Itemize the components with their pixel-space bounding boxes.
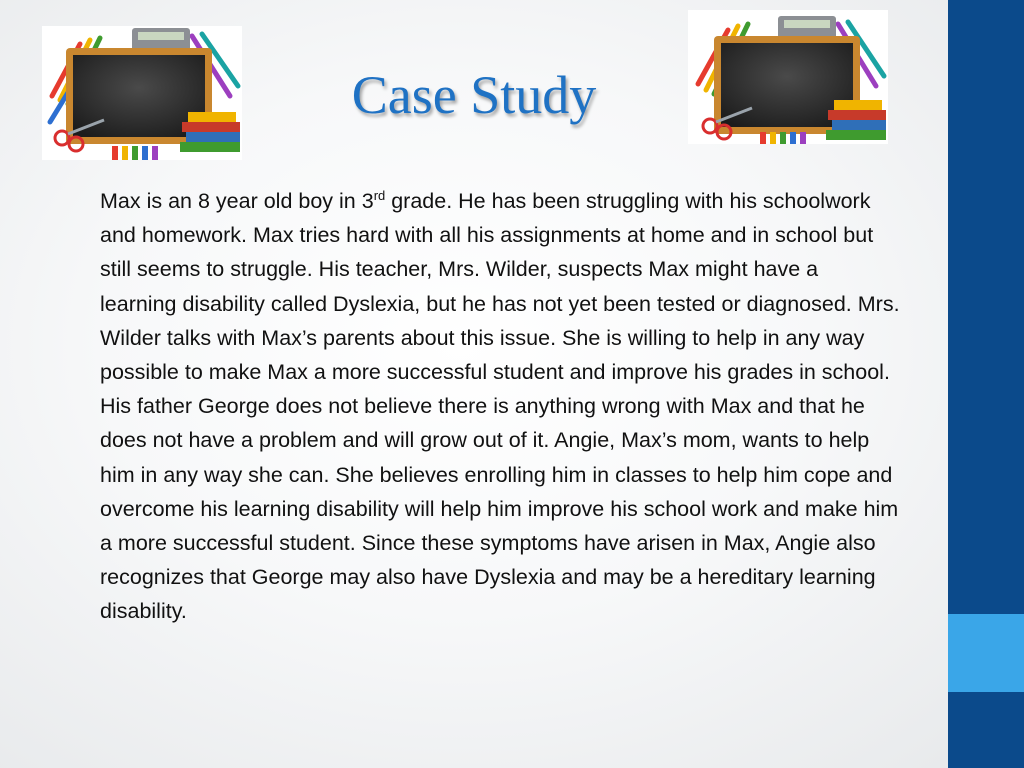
side-accent-block xyxy=(948,614,1024,692)
case-study-paragraph xyxy=(100,184,900,629)
paragraph-lead: Max is an 8 year old boy in 3 xyxy=(100,189,374,213)
slide-title: Case Study xyxy=(351,65,597,125)
paragraph-body: grade. He has been struggling with his schoolwork and homework. Max tries hard with all his assignments at home and in school but still seems to struggle. His teacher, Mrs. Wilder, suspects Max might have a learning disability called Dyslexia, but he has not yet been tested or diagnosed. Mrs. Wilder talks with Max’s parents about this issue. She is willing to help in any way possible to make Max a more successful student and improve his grades in school. His father George does not believe there is anything wrong with Max and that he does not have a problem and will grow out of it. Angie, Max’s mom, wants to help him in any way she can. She believes enrolling him in classes to help him cope and overcome his learning disability will help him improve his school work and make him a more successful student. Since these symptoms have arisen in Max, Angie also recognizes that George may also have Dyslexia and may be a hereditary learning disability. xyxy=(100,189,900,624)
ordinal-suffix: rd xyxy=(373,187,386,203)
